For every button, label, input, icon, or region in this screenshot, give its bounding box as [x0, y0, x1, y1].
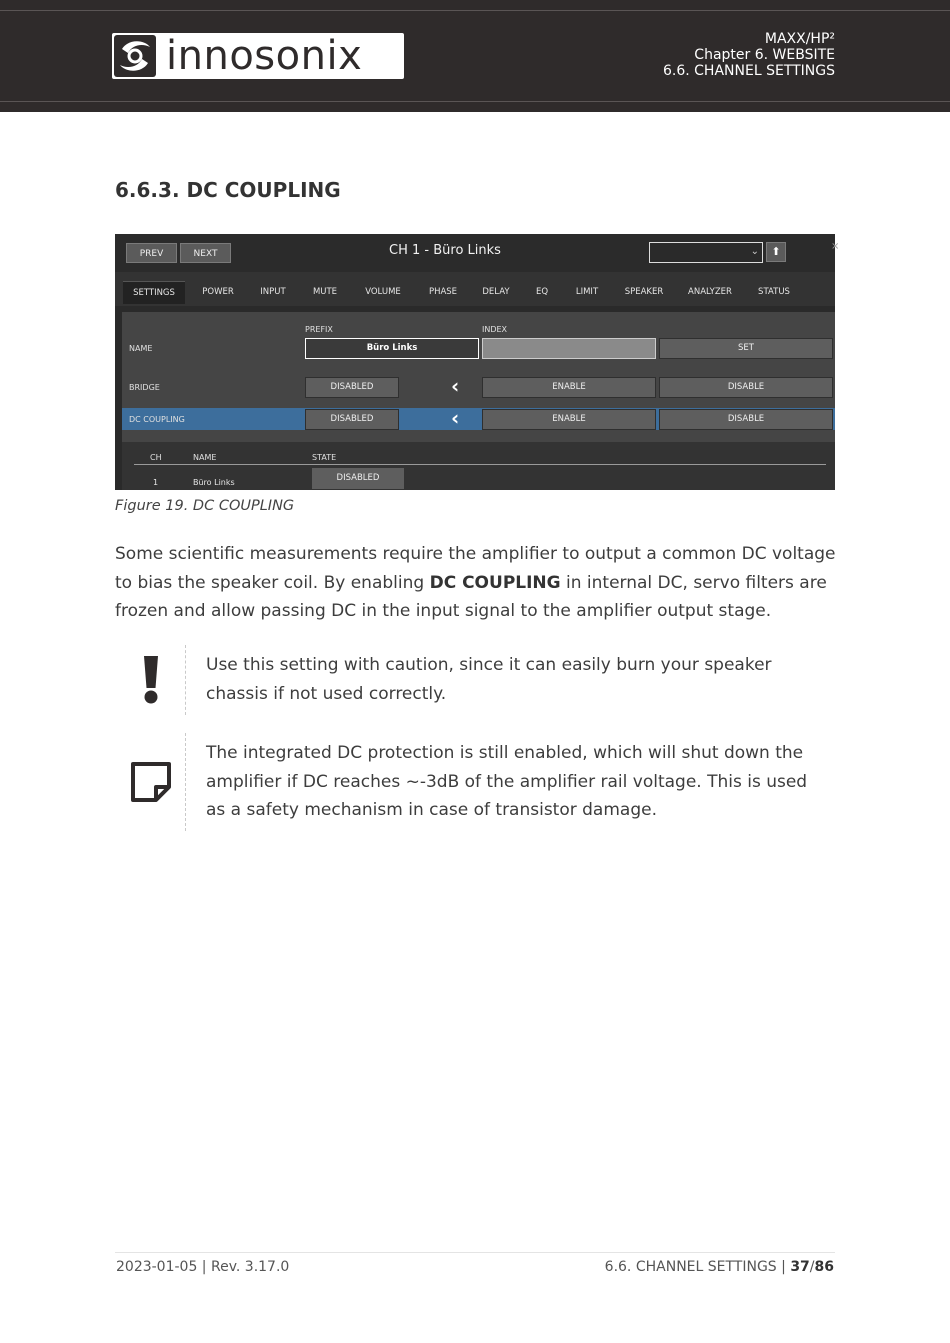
table-header-ch: CH: [150, 453, 162, 462]
body-paragraph: [115, 540, 837, 626]
note-icon: [129, 760, 173, 804]
figure-screenshot: [115, 234, 840, 490]
dc-coupling-disable-button[interactable]: DISABLE: [659, 409, 833, 430]
tab-mute[interactable]: MUTE: [312, 287, 338, 297]
bridge-disable-button[interactable]: DISABLE: [659, 377, 833, 398]
header-section: 6.6. CHANNEL SETTINGS: [662, 63, 835, 79]
footer-rule: [115, 1252, 835, 1253]
header-chapter: Chapter 6. WEBSITE: [694, 47, 835, 63]
figure-caption: Figure 19. DC COUPLING: [115, 498, 295, 514]
bridge-row-label: BRIDGE: [129, 383, 160, 392]
tab-eq[interactable]: EQ: [535, 287, 549, 297]
chevron-left-icon: ‹: [451, 374, 460, 398]
table-cell-state: DISABLED: [312, 468, 404, 489]
tab-delay[interactable]: DELAY: [482, 287, 510, 297]
dc-coupling-row-label: DC COUPLING: [129, 415, 185, 424]
prev-button[interactable]: PREV: [126, 243, 177, 263]
settings-panel: [122, 312, 835, 442]
tab-phase[interactable]: PHASE: [428, 287, 458, 297]
status-table: [122, 442, 835, 490]
channel-title: CH 1 - Büro Links: [389, 243, 501, 258]
warning-icon-column: [115, 645, 186, 715]
tab-volume[interactable]: VOLUME: [365, 287, 401, 297]
logo-mark-icon: [114, 35, 156, 77]
note-text: The integrated DC protection is still enabled, which will shut down the amplifier if DC reaches ~-3dB of the amplifier rail voltage. This is used as a safety mechanism in case of transistor damage.: [206, 743, 808, 820]
tab-limit[interactable]: LIMIT: [575, 287, 599, 297]
paragraph-text-before: Some scientific measurements require the amplifier to output a common DC voltage to bias the speaker coil. By enabling: [115, 544, 836, 593]
footer-page-total: 86: [814, 1259, 834, 1275]
header-top-rule: [0, 10, 950, 11]
warning-text: Use this setting with caution, since it can easily burn your speaker chassis if not used correctly.: [206, 655, 772, 704]
close-icon[interactable]: ×: [831, 241, 840, 252]
name-prefix-input[interactable]: Büro Links: [305, 338, 479, 359]
chevron-left-icon: ‹: [451, 406, 460, 430]
section-title: 6.6.3. DC COUPLING: [115, 178, 341, 202]
dc-coupling-enable-button[interactable]: ENABLE: [482, 409, 656, 430]
page-header: [0, 0, 950, 112]
header-meta: [663, 31, 835, 79]
tab-settings[interactable]: SETTINGS: [123, 281, 185, 304]
header-bottom-rule: [0, 101, 950, 102]
chevron-down-icon: ⌄: [750, 246, 759, 257]
bridge-enable-button[interactable]: ENABLE: [482, 377, 656, 398]
paragraph-text-after: in internal DC, servo filters are frozen and allow passing DC in the input signal to the amplifier output stage.: [115, 572, 827, 621]
dc-coupling-state-badge: DISABLED: [305, 409, 399, 430]
tab-power[interactable]: POWER: [202, 287, 234, 297]
next-button[interactable]: NEXT: [180, 243, 231, 263]
header-product: MAXX/HP²: [764, 31, 835, 47]
preset-select[interactable]: [649, 242, 763, 263]
screenshot-topbar: [115, 234, 840, 272]
table-cell-ch: 1: [153, 478, 159, 487]
footer-page-info: [605, 1259, 834, 1275]
note-admonition: [115, 733, 835, 831]
bridge-state-badge: DISABLED: [305, 377, 399, 398]
footer-page-current: 37: [790, 1259, 810, 1275]
note-icon-column: [115, 733, 186, 831]
paragraph-bold-term: DC COUPLING: [429, 572, 561, 593]
upload-icon: ⬆: [771, 245, 781, 258]
tab-analyzer[interactable]: ANALYZER: [688, 287, 732, 297]
upload-button[interactable]: [766, 242, 786, 262]
tab-status[interactable]: STATUS: [758, 287, 790, 297]
table-header-name: NAME: [193, 453, 217, 462]
footer-section: 6.6. CHANNEL SETTINGS |: [604, 1259, 791, 1275]
table-cell-name: Büro Links: [193, 478, 235, 487]
set-button[interactable]: SET: [659, 338, 833, 359]
tab-input[interactable]: INPUT: [260, 287, 286, 297]
footer-page-separator: /: [809, 1259, 815, 1275]
table-header-state: STATE: [312, 453, 337, 462]
innosonix-logo: [112, 33, 404, 79]
tab-speaker[interactable]: SPEAKER: [624, 287, 664, 297]
table-header-rule: [134, 464, 826, 465]
index-label: INDEX: [482, 325, 508, 334]
tab-bar: [115, 272, 835, 306]
footer-date-revision: 2023-01-05 | Rev. 3.17.0: [116, 1259, 290, 1275]
logo-wordmark: innosonix: [166, 33, 363, 79]
prefix-label: PREFIX: [305, 325, 333, 334]
name-index-input[interactable]: [482, 338, 656, 359]
exclamation-icon: [142, 656, 160, 704]
name-row-label: NAME: [129, 344, 153, 353]
warning-admonition: [115, 645, 835, 715]
